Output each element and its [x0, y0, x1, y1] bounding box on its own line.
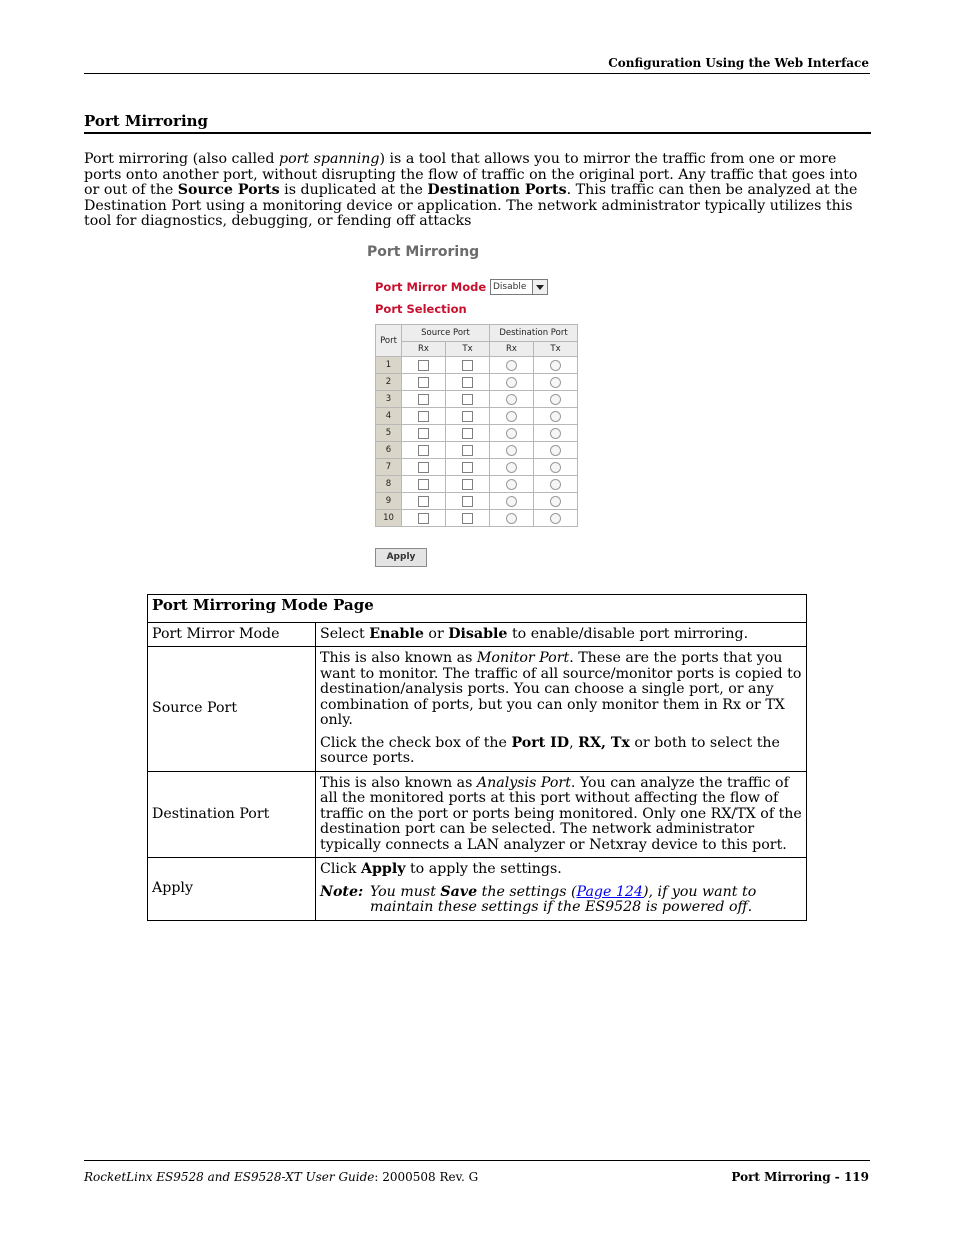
section-title: Port Mirroring	[84, 112, 209, 130]
source-rx-checkbox[interactable]	[418, 411, 429, 422]
source-tx-checkbox[interactable]	[462, 479, 473, 490]
table-cell	[402, 425, 446, 442]
port-number: 6	[376, 442, 402, 459]
apply-button[interactable]: Apply	[375, 548, 427, 567]
table-cell	[534, 425, 578, 442]
table-cell	[490, 357, 534, 374]
table-cell	[490, 459, 534, 476]
row-description: Click Apply to apply the settings. Note: You must Save the settings (Page 124), if you want to maintain these settings if the ES9528 is powered off.	[316, 858, 807, 921]
ref-table-title: Port Mirroring Mode Page	[148, 595, 807, 623]
col-destination-port: Destination Port	[490, 325, 578, 342]
port-number: 9	[376, 493, 402, 510]
source-rx-checkbox[interactable]	[418, 428, 429, 439]
table-cell	[446, 391, 490, 408]
dest-tx-radio[interactable]	[550, 411, 561, 422]
table-cell	[534, 374, 578, 391]
port-number: 3	[376, 391, 402, 408]
footer-guide-title: RocketLinx ES9528 and ES9528-XT User Guide: 2000508 Rev. G	[84, 1170, 479, 1184]
table-cell	[490, 476, 534, 493]
row-description: This is also known as Monitor Port. These are the ports that you want to monitor. The traffic of all source/monitor ports is copied to destination/analysis ports. You can choose a single port, or any combination of ports, but you can only monitor them in Rx or TX only. Click the check box of the Port ID, RX, Tx or both to select the source ports.	[316, 647, 807, 772]
dest-tx-radio[interactable]	[550, 394, 561, 405]
note-label: Note:	[320, 883, 364, 900]
col-port: Port	[376, 325, 402, 357]
table-cell	[446, 425, 490, 442]
source-rx-checkbox[interactable]	[418, 496, 429, 507]
table-cell	[402, 408, 446, 425]
source-tx-checkbox[interactable]	[462, 462, 473, 473]
source-rx-checkbox[interactable]	[418, 360, 429, 371]
source-tx-checkbox[interactable]	[462, 445, 473, 456]
section-title-rule	[84, 132, 871, 134]
dest-rx-radio[interactable]	[506, 513, 517, 524]
table-cell	[490, 425, 534, 442]
col-dest-rx: Rx	[490, 342, 534, 357]
note: Note: You must Save the settings (Page 124), if you want to maintain these settings if the ES9528 is powered off.	[320, 883, 757, 915]
table-row	[376, 374, 578, 391]
table-row	[376, 357, 578, 374]
table-cell	[402, 476, 446, 493]
table-cell	[446, 408, 490, 425]
source-tx-checkbox[interactable]	[462, 411, 473, 422]
port-mirroring-mode-table	[147, 594, 807, 921]
table-cell	[402, 374, 446, 391]
port-mirror-mode-select[interactable]	[490, 279, 548, 295]
dest-rx-radio[interactable]	[506, 479, 517, 490]
table-cell	[446, 510, 490, 527]
port-mirror-mode-label: Port Mirror Mode	[375, 280, 487, 294]
port-number: 1	[376, 357, 402, 374]
table-row	[376, 476, 578, 493]
table-row	[148, 858, 807, 921]
row-label: Port Mirror Mode	[148, 622, 316, 647]
table-cell	[534, 510, 578, 527]
table-cell	[446, 357, 490, 374]
col-source-port: Source Port	[402, 325, 490, 342]
dest-tx-radio[interactable]	[550, 377, 561, 388]
table-row	[376, 459, 578, 476]
dest-tx-radio[interactable]	[550, 479, 561, 490]
table-cell	[402, 391, 446, 408]
source-tx-checkbox[interactable]	[462, 496, 473, 507]
table-cell	[490, 391, 534, 408]
page-header: Configuration Using the Web Interface	[608, 56, 869, 70]
port-mirror-mode-value: Disable	[493, 282, 527, 292]
source-rx-checkbox[interactable]	[418, 462, 429, 473]
dest-rx-radio[interactable]	[506, 394, 517, 405]
source-tx-checkbox[interactable]	[462, 377, 473, 388]
source-rx-checkbox[interactable]	[418, 479, 429, 490]
table-cell	[490, 408, 534, 425]
table-cell	[402, 459, 446, 476]
source-rx-checkbox[interactable]	[418, 377, 429, 388]
col-source-tx: Tx	[446, 342, 490, 357]
source-tx-checkbox[interactable]	[462, 513, 473, 524]
table-cell	[490, 442, 534, 459]
port-number: 7	[376, 459, 402, 476]
intro-paragraph: Port mirroring (also called port spanning) is a tool that allows you to mirror the traffic from one or more ports onto another port, without disrupting the flow of traffic on the original port. Any traffic that goes into or out of the Source Ports is duplicated at the Destination Ports. This traffic can then be analyzed at the Destination Port using a monitoring device or application. The network administrator typically utilizes this tool for diagnostics, debugging, or fending off attacks	[84, 151, 858, 229]
dest-rx-radio[interactable]	[506, 462, 517, 473]
dest-tx-radio[interactable]	[550, 445, 561, 456]
dropdown-arrow-icon[interactable]	[532, 280, 547, 294]
table-cell	[446, 374, 490, 391]
source-tx-checkbox[interactable]	[462, 394, 473, 405]
table-row	[148, 771, 807, 858]
table-cell	[534, 442, 578, 459]
header-rule	[84, 73, 870, 74]
table-cell	[534, 408, 578, 425]
row-description: Select Enable or Disable to enable/disable port mirroring.	[316, 622, 807, 647]
source-rx-checkbox[interactable]	[418, 394, 429, 405]
dest-rx-radio[interactable]	[506, 377, 517, 388]
col-source-rx: Rx	[402, 342, 446, 357]
row-label: Apply	[148, 858, 316, 921]
port-number: 2	[376, 374, 402, 391]
table-cell	[534, 476, 578, 493]
table-row	[148, 622, 807, 647]
footer-rule	[84, 1160, 870, 1161]
port-selection-label: Port Selection	[375, 302, 467, 316]
table-cell	[402, 510, 446, 527]
port-number: 4	[376, 408, 402, 425]
col-dest-tx: Tx	[534, 342, 578, 357]
ui-title: Port Mirroring	[367, 244, 480, 260]
row-label: Destination Port	[148, 771, 316, 858]
dest-rx-radio[interactable]	[506, 428, 517, 439]
dest-rx-radio[interactable]	[506, 445, 517, 456]
source-tx-checkbox[interactable]	[462, 360, 473, 371]
table-cell	[490, 510, 534, 527]
table-row	[376, 408, 578, 425]
dest-tx-radio[interactable]	[550, 428, 561, 439]
table-cell	[402, 493, 446, 510]
table-cell	[402, 442, 446, 459]
table-cell	[534, 391, 578, 408]
source-rx-checkbox[interactable]	[418, 513, 429, 524]
footer-page-number: Port Mirroring - 119	[731, 1170, 869, 1184]
table-cell	[446, 493, 490, 510]
dest-rx-radio[interactable]	[506, 496, 517, 507]
port-mirroring-ui	[367, 244, 587, 574]
table-cell	[402, 357, 446, 374]
table-cell	[446, 459, 490, 476]
dest-tx-radio[interactable]	[550, 360, 561, 371]
page-124-link[interactable]: Page 124	[576, 883, 643, 900]
dest-rx-radio[interactable]	[506, 360, 517, 371]
row-description: This is also known as Analysis Port. You can analyze the traffic of all the monitored ports at this port without affecting the flow of traffic on the port or ports being monitored. Only one RX/TX of the destination port can be selected. The network administrator typically connects a LAN analyzer or Netxray device to this port.	[316, 771, 807, 858]
table-cell	[490, 374, 534, 391]
table-row	[376, 391, 578, 408]
dest-tx-radio[interactable]	[550, 462, 561, 473]
table-cell	[534, 357, 578, 374]
table-row	[376, 510, 578, 527]
port-selection-table	[375, 324, 578, 527]
row-label: Source Port	[148, 647, 316, 772]
port-number: 8	[376, 476, 402, 493]
table-cell	[534, 459, 578, 476]
port-number: 5	[376, 425, 402, 442]
table-row	[376, 442, 578, 459]
table-cell	[446, 476, 490, 493]
dest-tx-radio[interactable]	[550, 513, 561, 524]
table-row	[148, 647, 807, 772]
table-cell	[534, 493, 578, 510]
table-cell	[490, 493, 534, 510]
table-row	[376, 493, 578, 510]
table-row	[376, 425, 578, 442]
table-cell	[446, 442, 490, 459]
dest-tx-radio[interactable]	[550, 496, 561, 507]
dest-rx-radio[interactable]	[506, 411, 517, 422]
source-rx-checkbox[interactable]	[418, 445, 429, 456]
source-tx-checkbox[interactable]	[462, 428, 473, 439]
port-number: 10	[376, 510, 402, 527]
